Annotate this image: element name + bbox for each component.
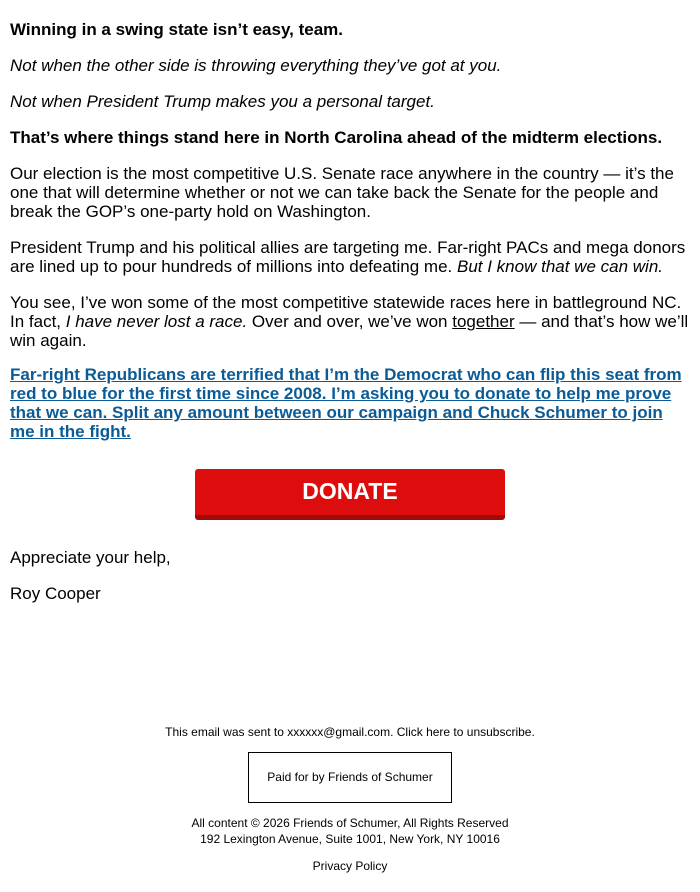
paragraph: Not when the other side is throwing everything they’ve got at you. [10, 56, 502, 75]
text: But I know that we can win. [457, 257, 663, 276]
text: You see, I’ve won some of the most competitive statewide races here in battleground NC. In fact, [10, 293, 682, 331]
signature: Roy Cooper [10, 584, 101, 603]
donate-button-wrap [10, 469, 690, 520]
address: 192 Lexington Avenue, Suite 1001, New York, NY 10016 [200, 832, 500, 846]
paragraph [10, 293, 690, 350]
paragraph: Our election is the most competitive U.S. Senate race anywhere in the country — it’s the one that will determine whether or not we can take back the Senate for the people and break the GOP’s one-party hold on Washington. [10, 164, 674, 221]
copyright: All content © 2026 Friends of Schumer, All Rights Reserved [191, 816, 509, 830]
unsubscribe-link[interactable]: This email was sent to xxxxxx@gmail.com. Click here to unsubscribe. [165, 725, 535, 739]
footer [0, 724, 700, 874]
text: Over and over, we’ve won [247, 312, 453, 331]
paragraph: That’s where things stand here in North Carolina ahead of the midterm elections. [10, 128, 663, 147]
paid-for-box: Paid for by Friends of Schumer [248, 752, 452, 803]
text: I have never lost a race. [65, 312, 248, 331]
closing: Appreciate your help, [10, 548, 171, 567]
email-body [10, 20, 690, 620]
greeting-line: Winning in a swing state isn’t easy, team. [10, 20, 343, 39]
text: President Trump and his political allies are targeting me. Far-right PACs and mega donors are lined up to pour hundreds of millions into defeating me. [10, 238, 686, 276]
paragraph: Not when President Trump makes you a personal target. [10, 92, 435, 111]
donate-button[interactable]: DONATE [195, 469, 505, 520]
donate-link[interactable]: Far-right Republicans are terrified that I’m the Democrat who can flip this seat from red to blue for the first time since 2008. I’m asking you to donate to help me prove that we can. Split any amount between our campaign and Chuck Schumer to join me in the fight. [10, 365, 682, 441]
paragraph [10, 238, 690, 276]
privacy-policy-link[interactable]: Privacy Policy [312, 859, 388, 873]
text: together [452, 312, 515, 331]
text: — and that’s how we’ll win again. [10, 312, 689, 350]
